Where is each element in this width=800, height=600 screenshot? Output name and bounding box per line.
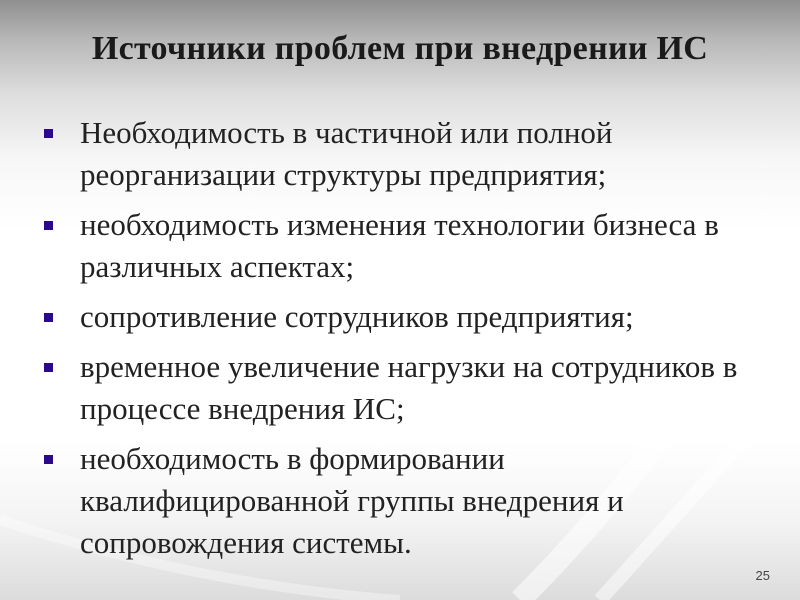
list-item [44, 204, 744, 288]
slide-title: Источники проблем при внедрении ИС [91, 30, 709, 67]
bullet-text: необходимость в формировании квалифицированной группы внедрения и сопровождения системы. [80, 441, 624, 560]
square-bullet-icon [44, 313, 53, 322]
square-bullet-icon [44, 455, 53, 464]
bullet-text: сопротивление сотрудников предприятия; [80, 299, 634, 334]
bullet-text: Необходимость в частичной или полной реорганизации структуры предприятия; [80, 115, 613, 192]
list-item [44, 346, 744, 430]
bullet-text: необходимость изменения технологии бизнеса в различных аспектах; [80, 207, 719, 284]
bullet-text: временное увеличение нагрузки на сотрудников в процессе внедрения ИС; [80, 349, 738, 426]
square-bullet-icon [44, 363, 53, 372]
bullet-list [44, 112, 744, 572]
page-number: 25 [755, 568, 770, 583]
list-item [44, 112, 744, 196]
square-bullet-icon [44, 221, 53, 230]
list-item [44, 296, 744, 338]
list-item [44, 438, 744, 564]
square-bullet-icon [44, 129, 53, 138]
